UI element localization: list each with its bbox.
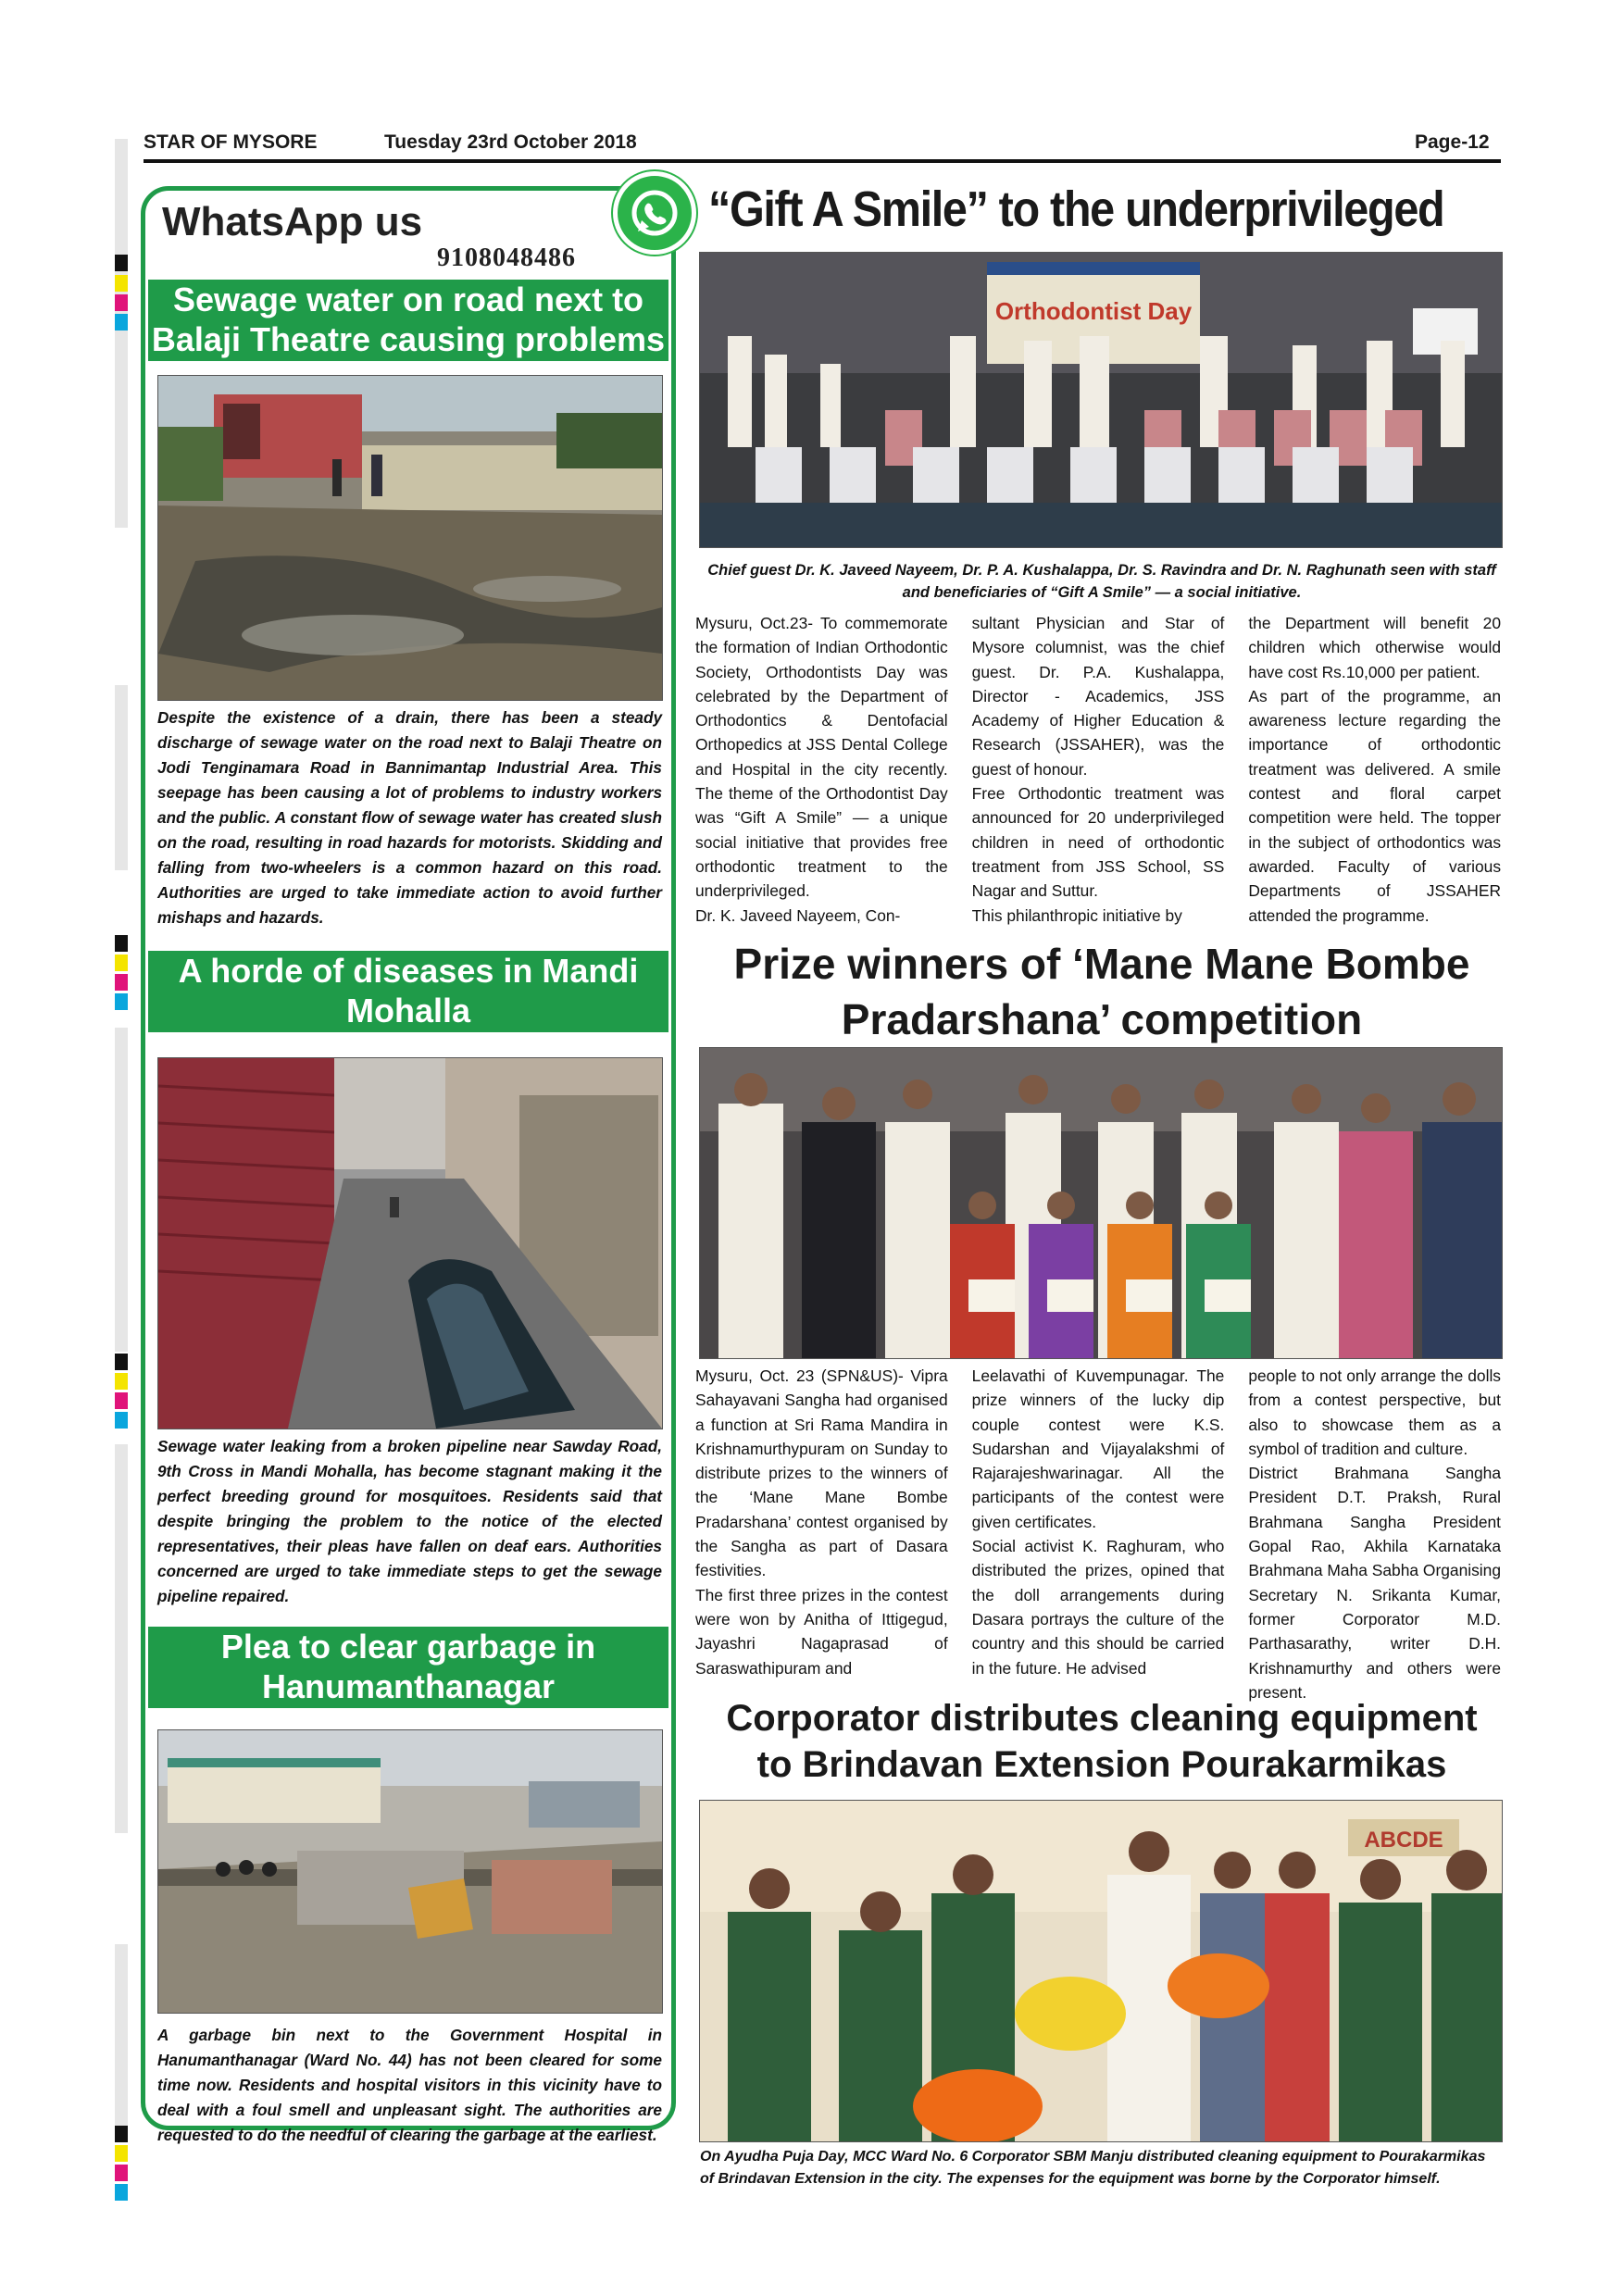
- story-column: Leelavathi of Kuvempunagar. The prize winners of the lucky dip couple contest were K.S. Sudarshan and Vijayalakshmi of Rajarajeshwarinagar. All the participants of the contest were given certificates. Social activist K. Raghuram, who distributed the prizes, opined that the doll arrangements during Dasara portrays the culture of the country and this should be carried in the future. He advised: [971, 1366, 1225, 1678]
- registration-mark: [115, 1354, 128, 1370]
- registration-mark: [115, 2184, 128, 2201]
- print-guide-strip: [115, 139, 128, 528]
- sidebar-caption: Sewage water leaking from a broken pipeline near Sawday Road, 9th Cross in Mandi Mohalla, has become stagnant making it the perfect breeding ground for mosquitoes. Residents said that despite bringing the problem to the notice of the elected representatives, their pleas have fallen on deaf ears. Authorities concerned are urged to take immediate steps to get the sewage pipeline repaired.: [157, 1437, 662, 1605]
- paper-name: STAR OF MYSORE: [144, 131, 318, 153]
- mandi-mohalla-photo: [157, 1057, 663, 1429]
- orthodontist-day-photo: [699, 252, 1503, 548]
- masthead-rule: [144, 159, 1501, 163]
- story-column: Mysuru, Oct.23- To commemorate the formation of Indian Orthodontic Society, Orthodontists Day was celebrated by the Department of Orthodontics & Dentofacial Orthopedics at JSS Dental College and Hospital in the city recently. The theme of the Orthodontist Day was “Gift A Smile” — a unique social initiative that provides free orthodontic treatment to the underprivileged. Dr. K. Javeed Nayeem, Con-: [695, 614, 948, 925]
- banner-text: Orthodontist Day: [994, 297, 1193, 325]
- photo-caption: On Ayudha Puja Day, MCC Ward No. 6 Corporator SBM Manju distributed cleaning equipment to Pourakarmikas of Brindavan Extension in the city. The expenses for the equipment was borne by the Corporator himself.: [700, 2149, 1486, 2187]
- registration-mark: [115, 255, 128, 271]
- prize-winners-photo: [699, 1047, 1503, 1359]
- registration-mark: [115, 935, 128, 952]
- registration-mark: [115, 993, 128, 1010]
- registration-mark: [115, 2145, 128, 2162]
- registration-mark: [115, 2165, 128, 2181]
- story-body: [695, 1364, 1501, 1704]
- page-number: Page-12: [1415, 131, 1490, 153]
- sewage-road-photo: [157, 375, 663, 701]
- registration-mark: [115, 974, 128, 991]
- print-guide-strip: [115, 685, 128, 870]
- story-column: sultant Physician and Star of Mysore columnist, was the chief guest. Dr. P.A. Kushalappa, Director - Academics, JSS Academy of Higher Education & Research (JSSAHER), was the guest of honour. Free Orthodontic treatment was announced for 20 underprivileged children in need of orthodontic treatment from JSS School, SS Nagar and Suttur. This philanthropic initiative by: [971, 614, 1225, 925]
- story-column: Mysuru, Oct. 23 (SPN&US)- Vipra Sahayavani Sangha had organised a function at Sri Rama Mandira in Krishnamurthypuram on Sunday to distribute prizes to the winners of the ‘Mane Mane Bombe Pradarshana’ contest organised by the Sangha as part of Dasara festivities. The first three prizes in the contest were won by Anitha of Ittigegud, Jayashri Nagaprasad of Saraswathipuram and: [695, 1366, 948, 1678]
- registration-mark: [115, 1392, 128, 1409]
- hanumanthanagar-photo: [157, 1729, 663, 2014]
- story-column: people to not only arrange the dolls from a contest perspective, but also to showcase them as a symbol of tradition and culture. District Brahmana Sangha President D.T. Praksh, Rural Brahmana Sangha President Gopal Rao, Akhila Karnataka Brahmana Maha Sabha Organising Secretary N. Srikanta Kumar, former Corporator M.D. Parthasarathy, writer D.H. Krishnamurthy and others were present.: [1248, 1366, 1502, 1702]
- registration-mark: [115, 955, 128, 971]
- cleaning-equipment-photo: [699, 1800, 1503, 2142]
- story-headline: Corporator distributes cleaning equipment: [726, 1698, 1478, 1739]
- sidebar-caption: Despite the existence of a drain, there has been a steady discharge of sewage water on the road next to Balaji Theatre on Jodi Tenginamara Road in Bannimantap Industrial Area. This seepage has been causing a lot of problems to industry workers and the public. A constant flow of sewage water has created slush on the road, resulting in road hazards for motorists. Skidding and falling from two-wheelers is a common hazard on this road. Authorities are urged to take immediate action to avoid further mishaps and hazards.: [157, 708, 662, 927]
- story-headline: Prize winners of ‘Mane Mane Bombe: [733, 940, 1470, 988]
- story-column: the Department will benefit 20 children which otherwise would have cost Rs.10,000 per patient. As part of the programme, an awareness lecture regarding the importance of orthodontic treatment was delivered. A smile contest and floral carpet competition were held. The topper in the subject of orthodontics was awarded. Faculty of various Departments of JSSAHER attended the programme.: [1248, 614, 1502, 925]
- whatsapp-icon: [613, 171, 696, 255]
- story-headline: Pradarshana’ competition: [841, 995, 1363, 1043]
- wall-text: ABCDE: [1364, 1828, 1443, 1853]
- registration-mark: [115, 314, 128, 331]
- sidebar-headline: Plea to clear garbage in Hanumanthanagar: [148, 1627, 668, 1708]
- story-headline: “Gift A Smile” to the underprivileged: [708, 181, 1444, 237]
- photo-caption: Chief guest Dr. K. Javeed Nayeem, Dr. P. A. Kushalappa, Dr. S. Ravindra and Dr. N. Raghunath seen with staff and beneficiaries of “Gift A Smile” — a social initiative.: [707, 562, 1496, 601]
- registration-mark: [115, 294, 128, 311]
- registration-mark: [115, 1373, 128, 1390]
- print-guide-strip: [115, 1444, 128, 1833]
- sidebar-headline: Sewage water on road next to Balaji Theatre causing problems: [148, 280, 668, 361]
- sidebar-caption: A garbage bin next to the Government Hospital in Hanumanthanagar (Ward No. 44) has not been cleared for some time now. Residents and hospital visitors in this vicinity have to deal with a foul smell and unpleasant sight. The authorities are requested to do the needful of clearing the garbage at the earliest.: [157, 2026, 662, 2144]
- print-guide-strip: [115, 1028, 128, 1352]
- story-headline: to Brindavan Extension Pourakarmikas: [756, 1744, 1447, 1785]
- print-guide-strip: [115, 1944, 128, 2129]
- issue-date: Tuesday 23rd October 2018: [384, 131, 637, 153]
- registration-mark: [115, 1412, 128, 1429]
- story-body: [695, 611, 1501, 928]
- whatsapp-title: WhatsApp us: [162, 199, 423, 244]
- whatsapp-number: 9108048486: [437, 243, 576, 272]
- registration-mark: [115, 275, 128, 292]
- registration-mark: [115, 2126, 128, 2142]
- sidebar-headline: A horde of diseases in Mandi Mohalla: [148, 951, 668, 1032]
